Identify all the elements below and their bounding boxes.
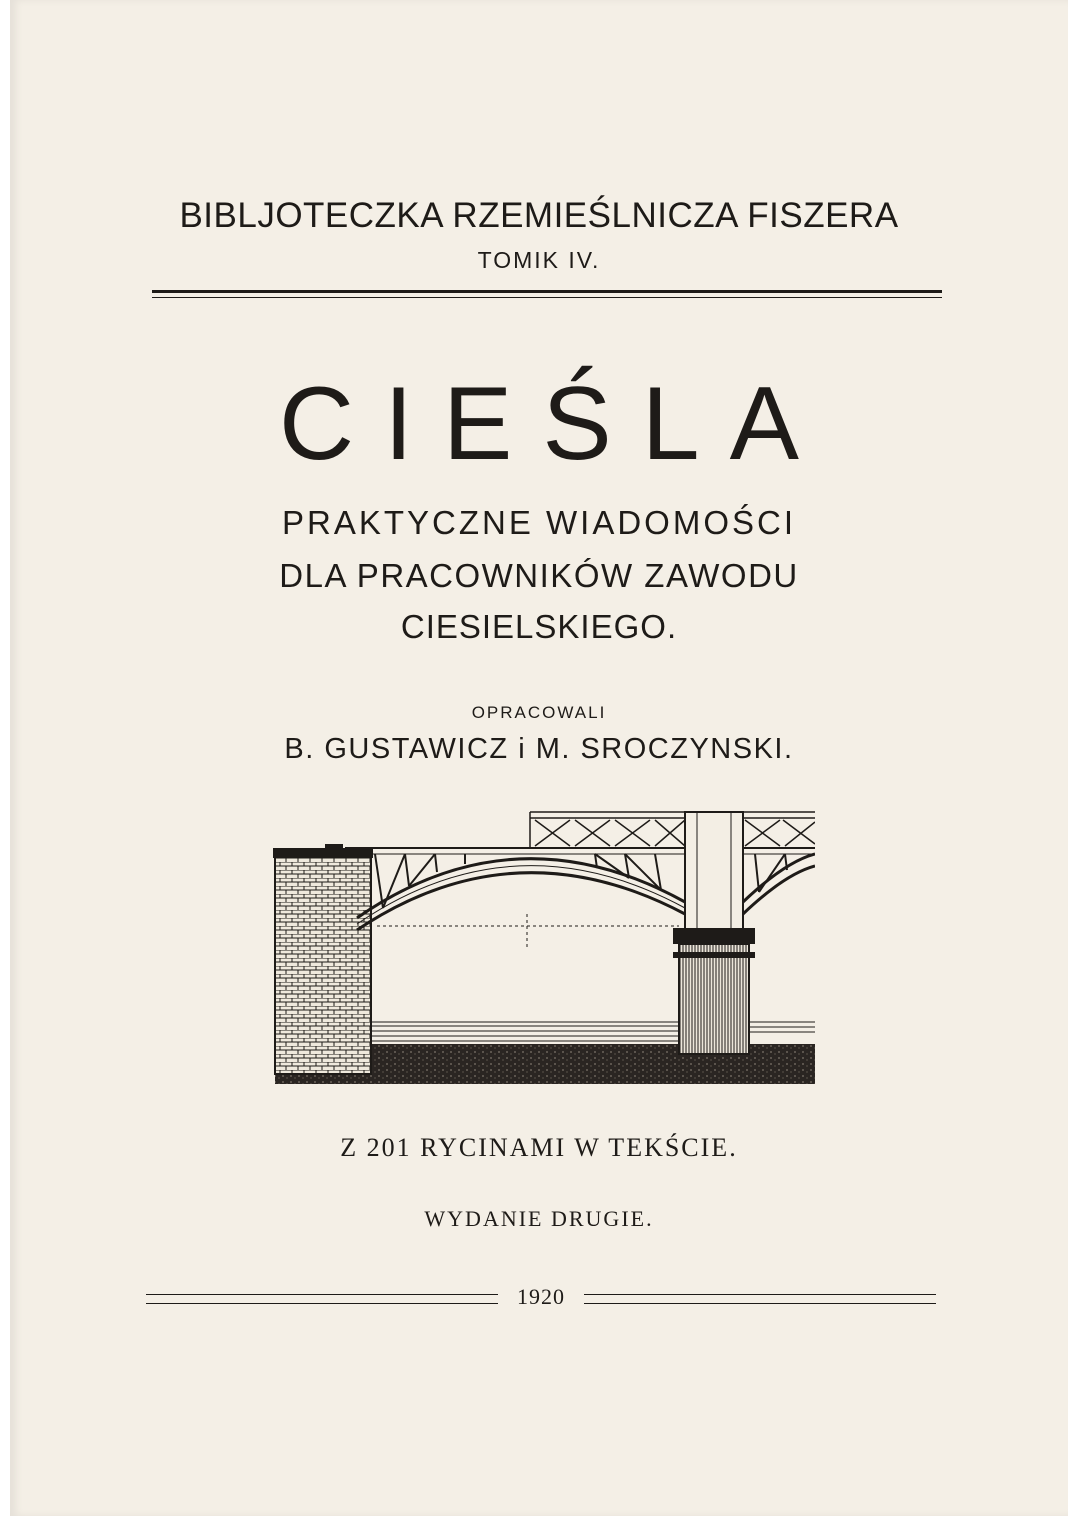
top-divider-thin: [152, 297, 942, 298]
prepared-by-label: OPRACOWALI: [471, 703, 607, 722]
year-divider-right: [584, 1294, 936, 1304]
year-divider-left: [146, 1294, 498, 1304]
subtitle-line-1: PRAKTYCZNE WIADOMOŚCI: [281, 504, 797, 541]
series-title: BIBLJOTECZKA RZEMIEŚLNICZA FISZERA: [179, 196, 899, 235]
top-divider-thick: [152, 290, 942, 293]
book-title: CIEŚLA: [279, 366, 829, 482]
subtitle-line-2: DLA PRACOWNIKÓW ZAWODU: [279, 557, 799, 594]
subtitle-line-3: CIESIELSKIEGO.: [400, 608, 678, 645]
year-row: [146, 1284, 936, 1314]
figures-note: Z 201 RYCINAMI W TEKŚCIE.: [340, 1133, 738, 1162]
edition: WYDANIE DRUGIE.: [424, 1206, 654, 1231]
book-cover: [10, 0, 1068, 1516]
publication-year: 1920: [517, 1284, 565, 1309]
bridge-illustration: [265, 798, 815, 1094]
authors: B. GUSTAWICZ i M. SROCZYNSKI.: [284, 733, 794, 765]
volume-number: TOMIK IV.: [477, 247, 601, 273]
